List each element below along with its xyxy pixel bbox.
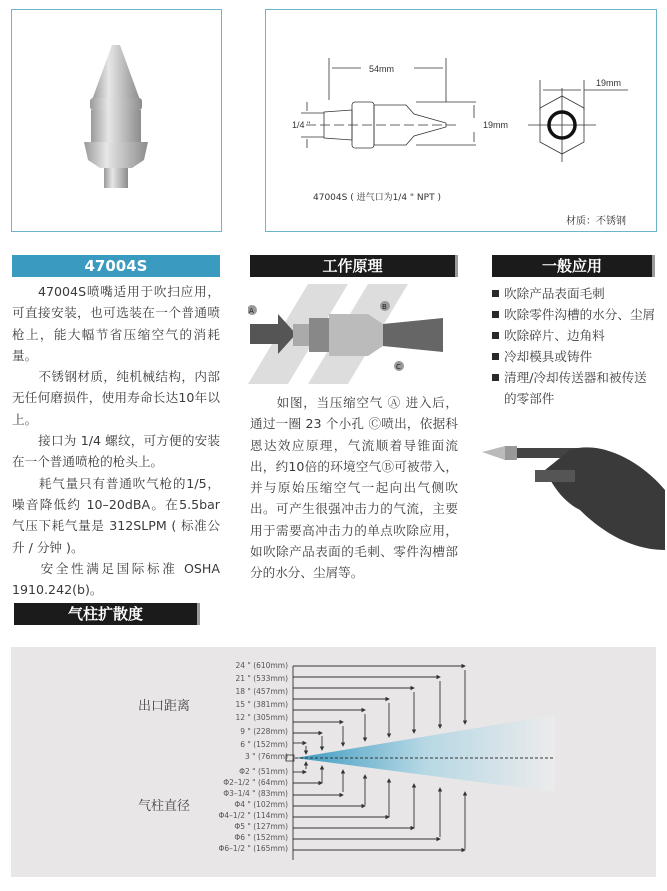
- distance-label: 出口距离: [138, 699, 191, 714]
- spread-diagram: [0, 640, 667, 891]
- spread-title: 气柱扩散度: [14, 603, 200, 625]
- diameter-tick: Φ2–1/2 " (64mm): [223, 778, 288, 787]
- air-gun-photo: [480, 440, 667, 560]
- list-item: 吹除产品表面毛刺: [492, 283, 657, 304]
- distance-tick: 18 " (457mm): [235, 687, 288, 696]
- diameter-tick: Φ5 " (127mm): [234, 822, 288, 831]
- svg-text:C: C: [396, 363, 401, 371]
- svg-text:A: A: [249, 307, 254, 315]
- list-item: 吹除零件沟槽的水分、尘屑: [492, 304, 657, 325]
- intro-paragraph: 安全性满足国际标准 OSHA 1910.242(b)。: [12, 560, 220, 598]
- diameter-tick: Φ6–1/2 " (165mm): [218, 844, 288, 853]
- thread-dimension: 1/4 ": [292, 120, 311, 130]
- material-label: 材质：不锈钢: [566, 216, 626, 227]
- list-item: 冷却模具或铸件: [492, 346, 657, 367]
- intro-text: [12, 281, 220, 600]
- distance-tick: 15 " (381mm): [235, 700, 288, 709]
- principle-title: 工作原理: [250, 255, 458, 277]
- diameter-tick: Φ4 " (102mm): [234, 800, 288, 809]
- hex-dimension: 19mm: [596, 78, 622, 88]
- diameter-tick: Φ2 " (51mm): [239, 767, 288, 776]
- intro-paragraph: 47004S喷嘴适用于吹扫应用，可直接安装，也可选装在一个普通喷枪上，能大幅节省压缩空气的消耗量。: [12, 284, 220, 363]
- product-photo-frame: [11, 9, 222, 232]
- distance-tick: 6 " (152mm): [240, 740, 288, 749]
- principle-paragraph: 如图，当压缩空气 Ⓐ 进入后，通过一圈 23 个小孔 Ⓒ喷出，依据科恩达效应原理，气流顺着导锥面流出，约10倍的环境空气Ⓑ可被带入，并与原始压缩空气一起向出气侧吹出。可产生很强冲击力的气流，主要用于需要高冲击力的单点吹除应用，如吹除产品表面的毛刺、零件沟槽部分的水分、尘屑等。: [250, 395, 458, 581]
- principle-diagram: [248, 284, 458, 384]
- nozzle-photo: [12, 10, 220, 230]
- diameter-tick: Φ4–1/2 " (114mm): [218, 811, 288, 820]
- svg-text:B: B: [382, 303, 387, 311]
- outlet-dimension: 19mm: [483, 120, 509, 130]
- intro-title: 47004S: [12, 255, 220, 277]
- diameter-label: 气柱直径: [138, 799, 191, 814]
- intro-paragraph: 不锈钢材质，纯机械结构，内部无任何磨损件，使用寿命长达10年以上。: [12, 369, 220, 427]
- diameter-tick: Φ3–1/4 " (83mm): [223, 789, 288, 798]
- length-dimension: 54mm: [369, 64, 395, 74]
- distance-tick: 21 " (533mm): [235, 674, 288, 683]
- intro-paragraph: 接口为 1/4 螺纹，可方便的安装在一个普通喷枪的枪头上。: [12, 433, 220, 470]
- list-item: 吹除碎片、边角料: [492, 325, 657, 346]
- list-item: 清理/冷却传送器和被传送的零部件: [492, 367, 657, 409]
- applications-title: 一般应用: [492, 255, 655, 277]
- distance-tick: 24 " (610mm): [235, 661, 288, 670]
- intro-paragraph: 耗气量只有普通吹气枪的1/5，噪音降低约 10–20dBA。在5.5bar 气压下耗气量是 312SLPM ( 标准公升 / 分钟 )。: [12, 475, 220, 555]
- principle-text: [250, 392, 458, 584]
- distance-tick: 9 " (228mm): [240, 727, 288, 736]
- distance-tick: 3 " (76mm): [245, 752, 288, 761]
- applications-list: [492, 283, 657, 409]
- distance-tick: 12 " (305mm): [235, 713, 288, 722]
- dimension-drawing-frame: [265, 9, 657, 232]
- drawing-caption: 47004S ( 进气口为1/4 " NPT ): [313, 193, 441, 203]
- diameter-tick: Φ6 " (152mm): [234, 833, 288, 842]
